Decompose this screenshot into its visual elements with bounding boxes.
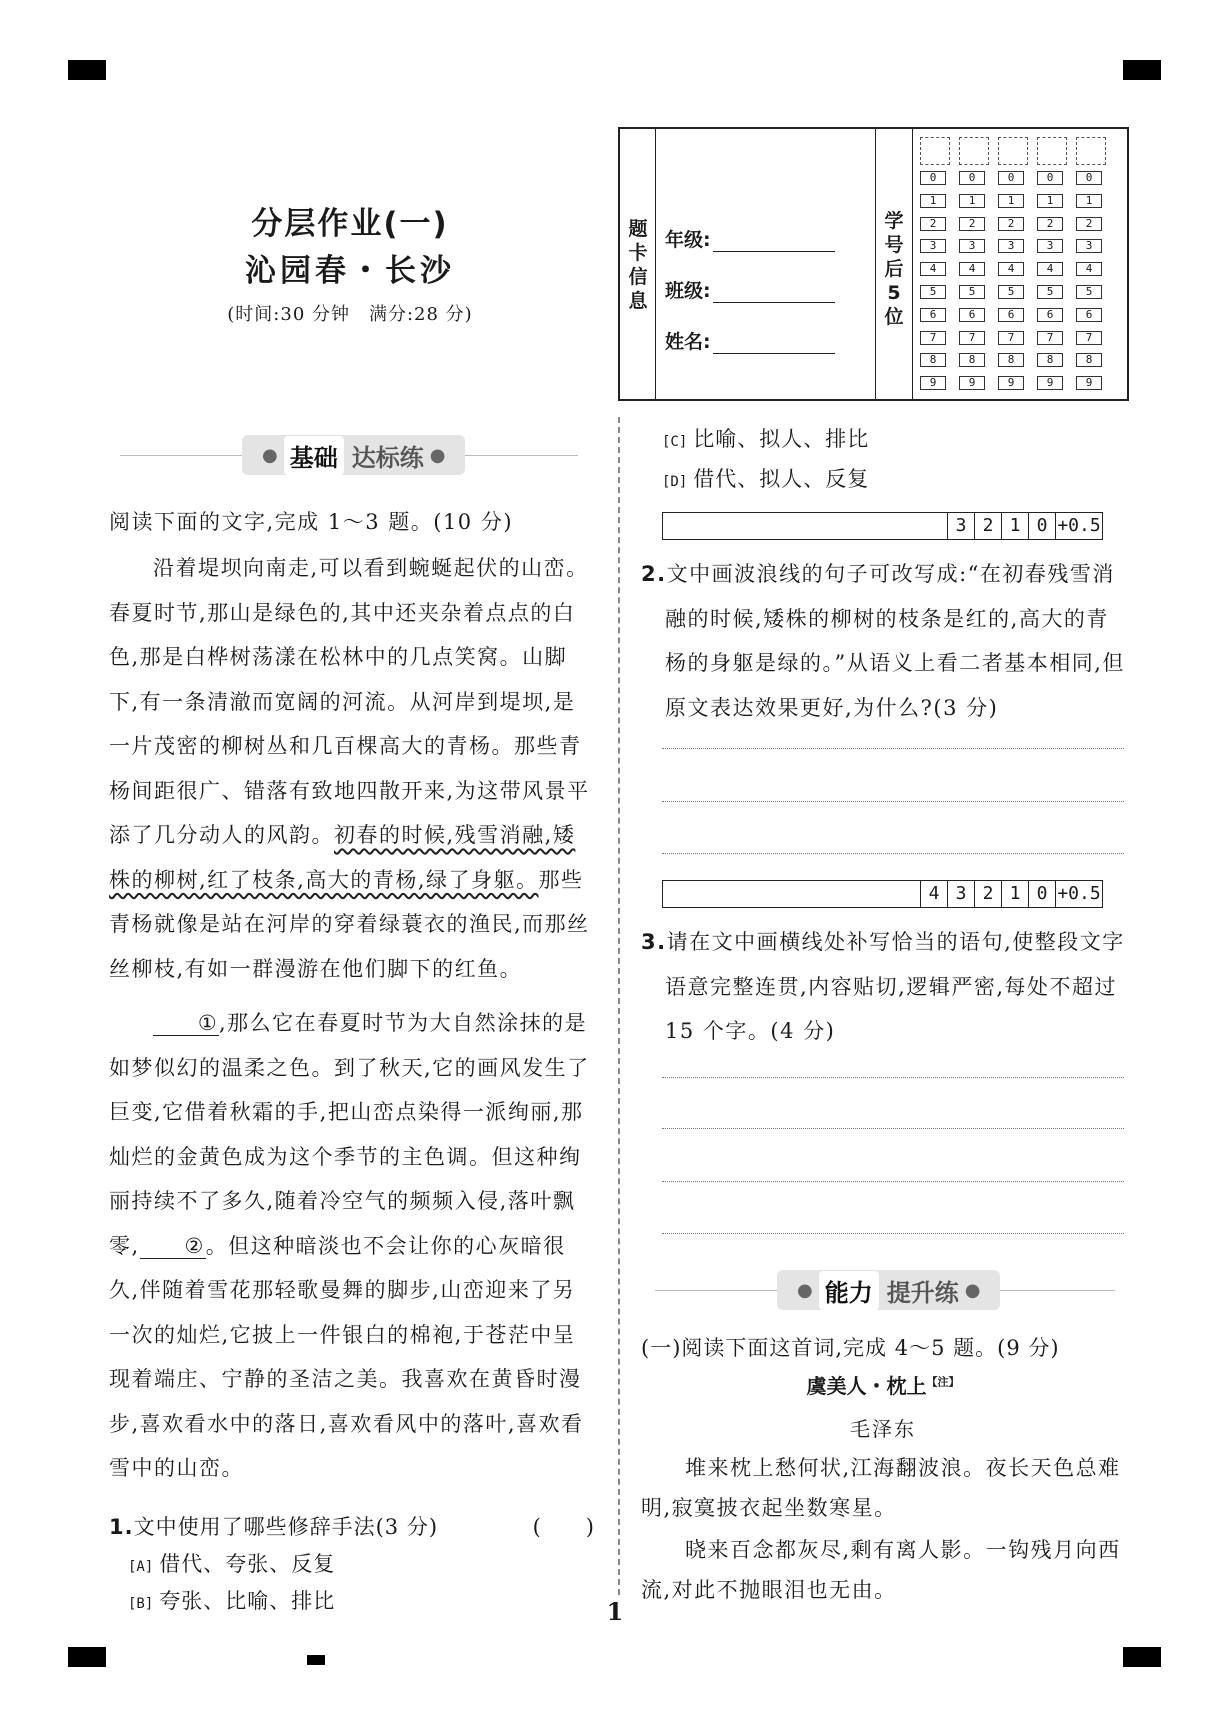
poem-title: 虞美人・枕上$^{【注】}$ <box>806 1374 960 1398</box>
score-cell[interactable]: 0 <box>1028 513 1055 539</box>
id-digit-option[interactable]: 4 <box>920 262 946 276</box>
id-digit-option[interactable]: 4 <box>1037 262 1063 276</box>
id-digit-option[interactable]: 6 <box>1076 308 1102 322</box>
id-digit-option[interactable]: 2 <box>998 217 1024 231</box>
id-digit-option[interactable]: 7 <box>959 331 985 345</box>
score-cell[interactable]: +0.5 <box>1055 513 1102 539</box>
id-digit-option[interactable]: 0 <box>1037 171 1063 185</box>
section-banner-basic: ● 基础 达标练 ● <box>120 433 578 479</box>
id-digit-option[interactable]: 6 <box>998 308 1024 322</box>
answer-paren[interactable]: ( ) <box>532 1515 595 1539</box>
score-cell[interactable]: 2 <box>974 881 1001 907</box>
id-digit-option[interactable]: 3 <box>1076 239 1102 253</box>
id-digit-option[interactable]: 4 <box>959 262 985 276</box>
registration-mark-bottom-mid <box>307 1655 325 1665</box>
blank-2[interactable]: ② <box>140 1234 206 1259</box>
id-digit-option[interactable]: 7 <box>920 331 946 345</box>
name-field[interactable]: 姓名: <box>665 327 835 354</box>
score-box-q1[interactable] <box>662 512 1103 540</box>
question-1: 1.文中使用了哪些修辞手法(3 分) ( ) <box>109 1509 595 1545</box>
id-digit-option[interactable]: 5 <box>959 285 985 299</box>
page-title: 分层作业(一) <box>251 206 449 242</box>
id-digit-option[interactable]: 9 <box>998 376 1024 390</box>
id-digit-option[interactable]: 4 <box>998 262 1024 276</box>
id-digit-option[interactable]: 3 <box>998 239 1024 253</box>
grade-field[interactable]: 年级: <box>665 225 835 252</box>
option-b[interactable]: [B] 夸张、比喻、排比 <box>128 1589 336 1613</box>
option-a[interactable]: [A] 借代、夸张、反复 <box>128 1552 336 1576</box>
id-digit-box[interactable] <box>1076 137 1106 165</box>
page-number: 1 <box>606 1597 624 1626</box>
id-digit-option[interactable]: 3 <box>920 239 946 253</box>
section-banner-advanced: ● 能力 提升练 ● <box>655 1268 1115 1314</box>
id-digit-option[interactable]: 2 <box>959 217 985 231</box>
answer-line[interactable] <box>662 1128 1124 1129</box>
id-digit-option[interactable]: 8 <box>1076 353 1102 367</box>
passage-paragraph-1: 沿着堤坝向南走,可以看到蜿蜒起伏的山峦。春夏时节,那山是绿色的,其中还夹杂着点点的白色,那是白桦树荡漾在松林中的几点笑窝。山脚下,有一条清澈而宽阔的河流。从河岸到堤坝,是一片茂密的柳树丛和几百棵高大的青杨。那些青杨间距很广、错落有致地四散开来,为这带风景平添了几分动人的风韵。初春的时候,残雪消融,矮株的柳树,红了枝条,高大的青杨,绿了身躯。那些青杨就像是站在河岸的穿着绿蓑衣的渔民,而那丝丝柳枝,有如一群漫游在他们脚下的红鱼。 <box>109 556 590 981</box>
answer-line[interactable] <box>662 1077 1124 1078</box>
score-box-q2[interactable] <box>662 880 1103 908</box>
card-label: 题 卡 信 息 <box>628 218 648 312</box>
id-digit-option[interactable]: 0 <box>920 171 946 185</box>
score-cell[interactable]: 1 <box>1001 881 1028 907</box>
class-field[interactable]: 班级: <box>665 276 835 303</box>
id-digit-option[interactable]: 7 <box>998 331 1024 345</box>
id-digit-option[interactable]: 6 <box>959 308 985 322</box>
id-digit-option[interactable]: 3 <box>959 239 985 253</box>
option-c[interactable]: [C] 比喻、拟人、排比 <box>662 427 870 451</box>
score-cell[interactable]: 2 <box>974 513 1001 539</box>
answer-line[interactable] <box>662 1233 1124 1234</box>
id-digit-option[interactable]: 1 <box>1076 194 1102 208</box>
id-digit-box[interactable] <box>1037 137 1067 165</box>
question-2: 2.文中画波浪线的句子可改写成:“在初春残雪消融的时候,矮株的柳树的枝条是红的,高大的青杨的身躯是绿的。”从语义上看二者基本相同,但原文表达效果更好,为什么?(3 分) <box>641 562 1125 720</box>
page-subtitle: 沁园春・长沙 <box>245 253 455 289</box>
answer-line[interactable] <box>662 748 1124 749</box>
poem-author: 毛泽东 <box>850 1417 916 1441</box>
poem-stanza-1: 堆来枕上愁何状,江海翻波浪。夜长天色总难明,寂寞披衣起坐数寒星。 <box>641 1456 1121 1520</box>
id-digit-option[interactable]: 8 <box>920 353 946 367</box>
id-digit-column[interactable] <box>1076 137 1102 399</box>
id-digit-option[interactable]: 3 <box>1037 239 1063 253</box>
id-digit-option[interactable]: 1 <box>998 194 1024 208</box>
passage-paragraph-2: ①,那么它在春夏时节为大自然涂抹的是如梦似幻的温柔之色。到了秋天,它的画风发生了巨变,它借着秋霜的手,把山峦点染得一派绚丽,那灿烂的金黄色成为这个季节的主色调。但这种绚丽持续不了多久,随着冷空气的频频入侵,落叶飘零, ②。但这种暗淡也不会让你的心灰暗很久,伴随着雪花那轻歌曼舞的脚步,山峦迎来了另一次的灿烂,它披上一件银白的棉袍,于苍茫中呈现着端庄、宁静的圣洁之美。我喜欢在黄昏时漫步,喜欢看水中的落日,喜欢看风中的落叶,喜欢看雪中的山峦。 <box>109 1011 590 1480</box>
id-digit-option[interactable]: 9 <box>1037 376 1063 390</box>
reading-intro: 阅读下面的文字,完成 1～3 题。(10 分) <box>109 510 514 534</box>
registration-mark-bottom-left <box>68 1647 106 1667</box>
id-digit-column[interactable] <box>1037 137 1063 399</box>
id-digit-option[interactable]: 1 <box>920 194 946 208</box>
id-digit-option[interactable]: 9 <box>959 376 985 390</box>
answer-line[interactable] <box>662 801 1124 802</box>
answer-card-info <box>618 127 1129 401</box>
score-cell[interactable]: 3 <box>947 513 974 539</box>
id-digit-option[interactable]: 6 <box>920 308 946 322</box>
registration-mark-bottom-right <box>1123 1647 1161 1667</box>
answer-line[interactable] <box>662 1181 1124 1182</box>
score-cell[interactable]: 1 <box>1001 513 1028 539</box>
id-digit-option[interactable]: 9 <box>1076 376 1102 390</box>
time-score-info: (时间:30 分钟 满分:28 分) <box>227 304 473 325</box>
option-d[interactable]: [D] 借代、拟人、反复 <box>662 467 870 491</box>
id-digit-option[interactable]: 5 <box>998 285 1024 299</box>
id-digit-option[interactable]: 5 <box>1037 285 1063 299</box>
registration-mark-top-left <box>68 60 106 80</box>
id-digit-box[interactable] <box>959 137 989 165</box>
id-digit-option[interactable]: 1 <box>959 194 985 208</box>
score-cell[interactable]: 3 <box>947 881 974 907</box>
id-digit-column[interactable] <box>920 137 946 399</box>
id-digit-column[interactable] <box>998 137 1024 399</box>
question-3: 3.请在文中画横线处补写恰当的语句,使整段文字语意完整连贯,内容贴切,逻辑严密,每处不超过 15 个字。(4 分) <box>641 930 1125 1043</box>
id-digit-option[interactable]: 0 <box>959 171 985 185</box>
id-digit-option[interactable]: 2 <box>1037 217 1063 231</box>
id-digit-option[interactable]: 8 <box>998 353 1024 367</box>
score-cell[interactable]: 0 <box>1028 881 1055 907</box>
note-marker: 【注】 <box>926 1375 960 1389</box>
id-digit-option[interactable]: 5 <box>1076 285 1102 299</box>
score-cell[interactable]: 4 <box>920 881 947 907</box>
id-digit-option[interactable]: 8 <box>959 353 985 367</box>
score-cell[interactable]: +0.5 <box>1055 881 1102 907</box>
wavy-underlined-sentence: 初春的时候,残雪消融,矮株的柳树,红了枝条,高大的青杨,绿了身躯。 <box>109 823 576 892</box>
poem-stanza-2: 晓来百念都灰尽,剩有离人影。一钩残月向西流,对此不抛眼泪也无由。 <box>641 1538 1121 1602</box>
id-digit-option[interactable]: 2 <box>920 217 946 231</box>
id-digit-option[interactable]: 6 <box>1037 308 1063 322</box>
id-digit-option[interactable]: 9 <box>920 376 946 390</box>
blank-1[interactable]: ① <box>153 1011 219 1036</box>
id-digit-option[interactable]: 2 <box>1076 217 1102 231</box>
registration-mark-top-right <box>1123 60 1161 80</box>
id-digit-option[interactable]: 1 <box>1037 194 1063 208</box>
id-digit-option[interactable]: 4 <box>1076 262 1102 276</box>
id-digit-column[interactable] <box>959 137 985 399</box>
id-digit-option[interactable]: 7 <box>1076 331 1102 345</box>
id-digit-option[interactable]: 0 <box>1076 171 1102 185</box>
student-id-label: 学 号 后 5 位 <box>884 210 904 328</box>
id-digit-box[interactable] <box>998 137 1028 165</box>
id-digit-box[interactable] <box>920 137 950 165</box>
answer-line[interactable] <box>662 853 1124 854</box>
poem-intro: (一)阅读下面这首词,完成 4～5 题。(9 分) <box>641 1336 1060 1360</box>
column-divider <box>618 417 620 1595</box>
id-digit-option[interactable]: 0 <box>998 171 1024 185</box>
id-digit-option[interactable]: 8 <box>1037 353 1063 367</box>
id-digit-option[interactable]: 5 <box>920 285 946 299</box>
id-digit-option[interactable]: 7 <box>1037 331 1063 345</box>
